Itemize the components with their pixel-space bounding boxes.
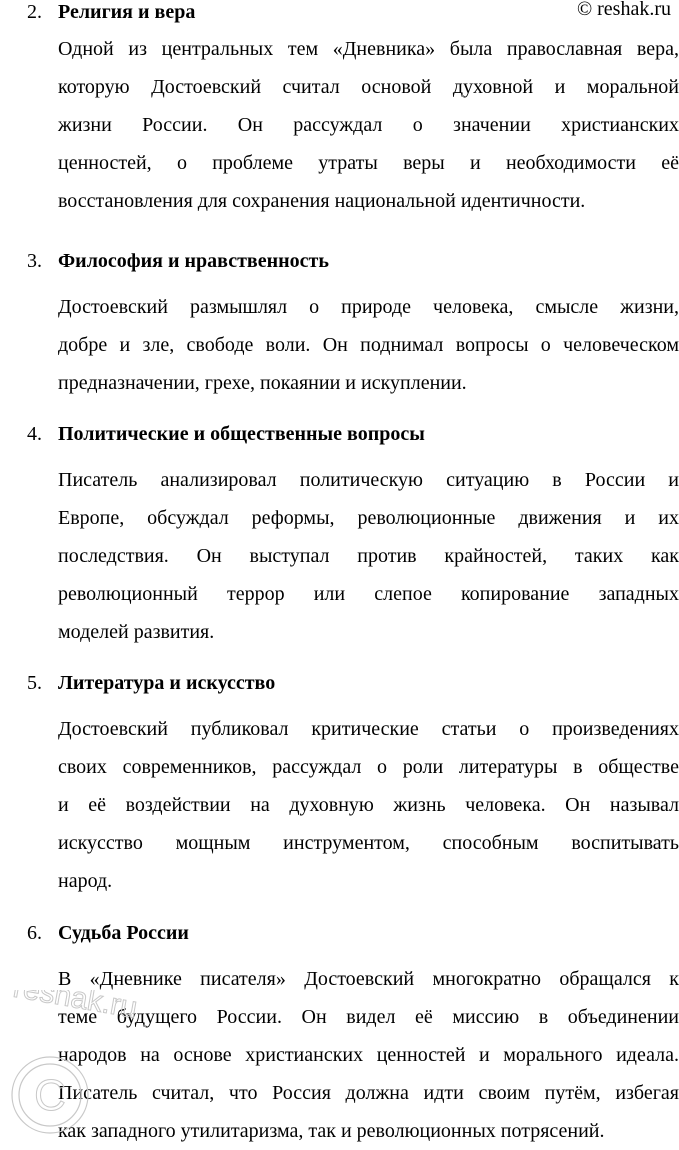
- text-line: жизни России. Он рассуждал о значении христианских: [58, 114, 679, 136]
- section-title: Философия и нравственность: [58, 250, 329, 272]
- text-line: моделей развития.: [58, 621, 215, 643]
- section-body: [58, 30, 679, 220]
- section-heading: [27, 249, 329, 273]
- text-line: восстановления для сохранения национальной идентичности.: [58, 190, 586, 212]
- text-line: Достоевский публиковал критические статьи о произведениях: [58, 718, 679, 740]
- text-line: искусство мощным инструментом, способным воспитывать: [58, 832, 679, 854]
- text-line: как западного утилитаризма, так и революционных потрясений.: [58, 1120, 605, 1142]
- copyright-notice: © reshak.ru: [576, 0, 671, 20]
- section-number: 6.: [27, 922, 42, 944]
- section-number: 2.: [27, 1, 42, 23]
- section-body: [58, 288, 679, 402]
- text-line: революционный террор или слепое копирование западных: [58, 583, 679, 605]
- text-line: ценностей, о проблеме утраты веры и необходимости её: [58, 152, 679, 174]
- text-line: Достоевский размышлял о природе человека, смысле жизни,: [58, 296, 679, 318]
- section-heading: [27, 921, 189, 945]
- section-title: Политические и общественные вопросы: [58, 423, 425, 445]
- section-number: 3.: [27, 250, 42, 272]
- text-line: последствия. Он выступал против крайностей, таких как: [58, 545, 679, 567]
- section-heading: [27, 422, 425, 446]
- svg-text:reshak.ru: reshak.ru: [10, 990, 140, 1025]
- text-line: Писатель анализировал политическую ситуацию в России и: [58, 469, 679, 491]
- text-line: своих современников, рассуждал о роли литературы в обществе: [58, 756, 679, 778]
- text-line: Писатель считал, что Россия должна идти своим путём, избегая: [58, 1082, 679, 1104]
- section-title: Литература и искусство: [58, 672, 276, 694]
- text-line: добре и зле, свободе воли. Он поднимал вопросы о человеческом: [58, 334, 679, 356]
- section-heading: [27, 0, 195, 24]
- text-line: и её воздействии на духовную жизнь человека. Он называл: [58, 794, 679, 816]
- text-line: предназначении, грехе, покаянии и искуплении.: [58, 372, 467, 394]
- svg-text:C: C: [34, 1071, 66, 1120]
- text-line: теме будущего России. Он видел её миссию в объединении: [58, 1006, 679, 1028]
- text-line: Европе, обсуждал реформы, революционные движения и их: [58, 507, 679, 529]
- text-line: Одной из центральных тем «Дневника» была православная вера,: [58, 38, 679, 60]
- text-line: народов на основе христианских ценностей и морального идеала.: [58, 1044, 679, 1066]
- text-line: В «Дневнике писателя» Достоевский многократно обращался к: [58, 968, 679, 990]
- section-heading: [27, 671, 275, 695]
- section-body: [58, 461, 679, 651]
- section-number: 5.: [27, 672, 42, 694]
- section-title: Религия и вера: [58, 1, 196, 23]
- section-body: [58, 710, 679, 900]
- section-body: [58, 960, 679, 1150]
- text-line: которую Достоевский считал основой духовной и моральной: [58, 76, 679, 98]
- section-title: Судьба России: [58, 922, 189, 944]
- text-line: народ.: [58, 870, 113, 892]
- section-number: 4.: [27, 423, 42, 445]
